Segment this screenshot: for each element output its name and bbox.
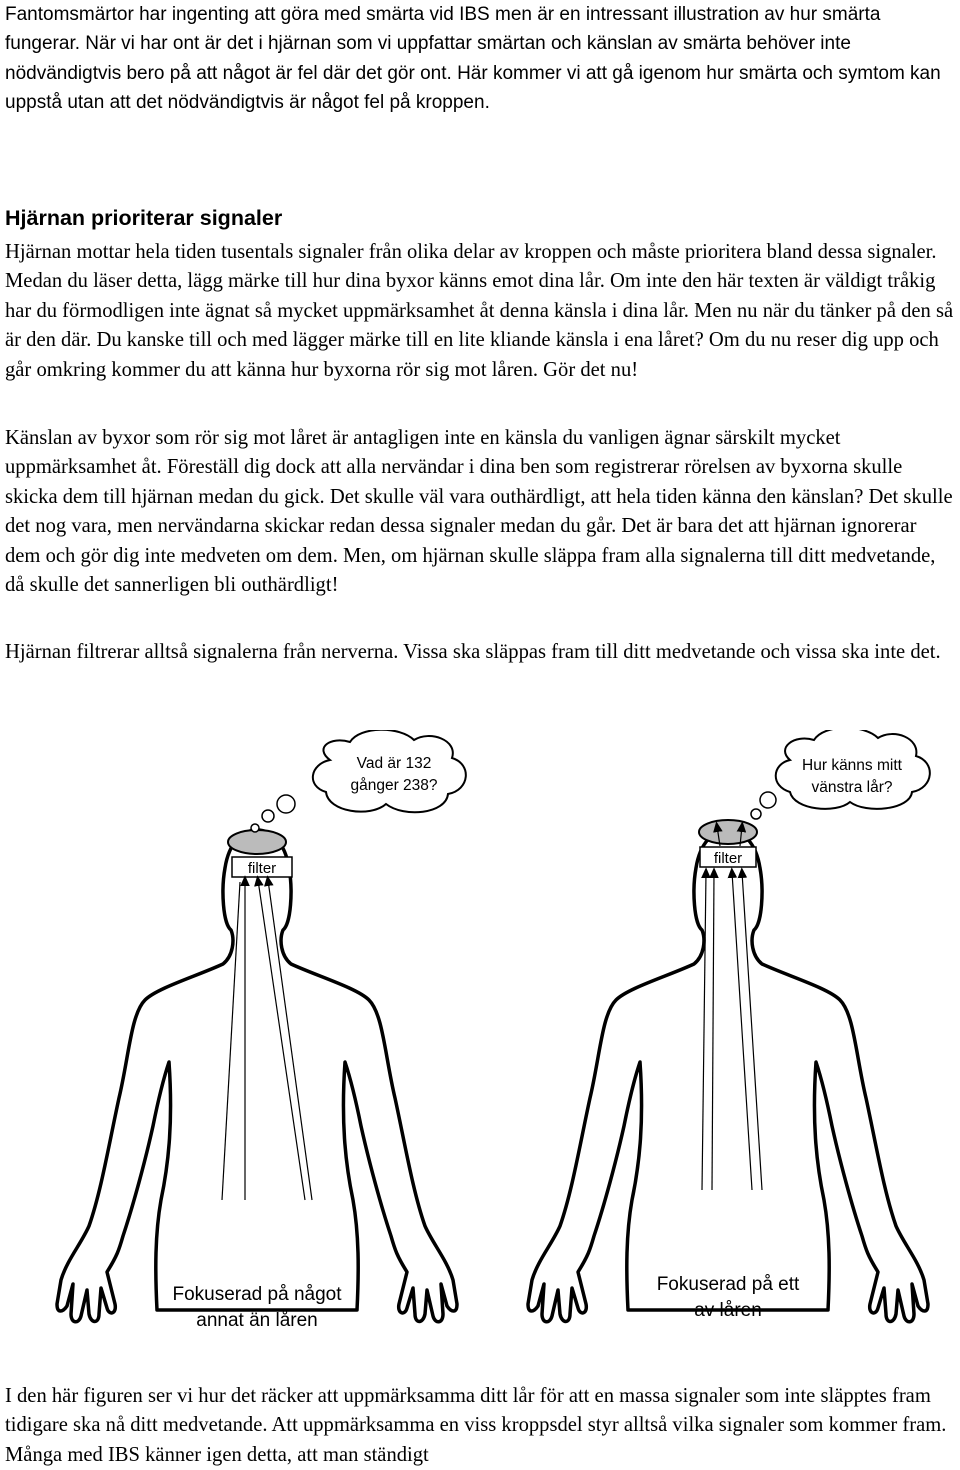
- left-figure: [57, 730, 466, 1331]
- right-caption-line1: Fokuserad på ett: [656, 1274, 800, 1295]
- right-thought-cloud: [751, 730, 930, 819]
- paragraph-signals: Hjärnan mottar hela tiden tusentals signaler från olika delar av kroppen och måste prioritera bland dessa signaler. Medan du läser detta, lägg märke till hur dina byxor känns emot dina lår. Om inte den här texten är väldigt tråkig har du förmodligen inte ägnat så mycket uppmärksamhet åt denna känsla i dina lår. Men nu när du tänker på den så är den där. Du kanske till och med lägger märke till en lite kliande känsla i ena låret? Om du nu reser dig upp och går omkring kommer du att känna hur byxorna rör sig mot låren. Gör det nu!: [5, 241, 954, 381]
- right-figure: [528, 730, 930, 1322]
- paragraph-trousers: Känslan av byxor som rör sig mot låret är antagligen inte en känsla du vanligen ägnar särskilt mycket uppmärksamhet åt. Föreställ dig dock att alla nervändar i dina ben som registrerar rörelsen av byxorna skulle skicka dem till hjärnan medan du gick. Det skulle väl vara outhärdligt, att hela tiden känna den känslan? Det skulle det nog vara, men nervändarna skickar redan dessa signaler medan du går. Det är bara det att hjärnan ignorerar dem och gör dig inte medveten om dem. Men, om hjärnan skulle släppa fram alla signalerna till ditt medvetande, då skulle det sannerligen bli outhärdligt!: [5, 427, 953, 597]
- left-filter-label: filter: [247, 860, 277, 877]
- left-caption-line2: annat än låren: [196, 1310, 318, 1331]
- intro-paragraph: Fantomsmärtor har ingenting att göra med smärta vid IBS men är en intressant illustration av hur smärta fungerar. När vi har ont är det i hjärnan som vi uppfattar smärtan och känslan av smärta behöver inte nödvändigtvis bero på att något är fel där det gör ont. Här kommer vi att gå igenom hur smärta och symtom kan uppstå utan att det nödvändigtvis är något fel på kroppen.: [5, 4, 941, 114]
- right-filter-label: filter: [713, 850, 743, 867]
- paragraph-figure-explanation: I den här figuren ser vi hur det räcker att uppmärksamma ditt lår för att en massa signaler som inte släpptes fram tidigare ska nå ditt medvetande. Att uppmärksamma en viss kroppsdel styr alltså vilka signaler som kommer fram. Många med IBS känner igen detta, att man ständigt: [5, 1385, 947, 1466]
- section-heading: Hjärnan prioriterar signaler: [5, 206, 283, 230]
- left-thought-line1: Vad är 132: [356, 755, 432, 772]
- left-thought-line2: gånger 238?: [350, 777, 438, 794]
- right-thought-line1: Hur känns mitt: [802, 757, 902, 774]
- right-thought-line2: vänstra lår?: [811, 779, 893, 796]
- right-brain-icon: [699, 820, 757, 844]
- right-caption-line2: av låren: [694, 1300, 762, 1321]
- paragraph-filter: Hjärnan filtrerar alltså signalerna från nerverna. Vissa ska släppas fram till ditt medvetande och vissa ska inte det.: [5, 641, 941, 663]
- left-brain-icon: [228, 830, 286, 854]
- brain-filter-illustration: [0, 730, 960, 1370]
- left-caption-line1: Fokuserad på något: [172, 1284, 342, 1305]
